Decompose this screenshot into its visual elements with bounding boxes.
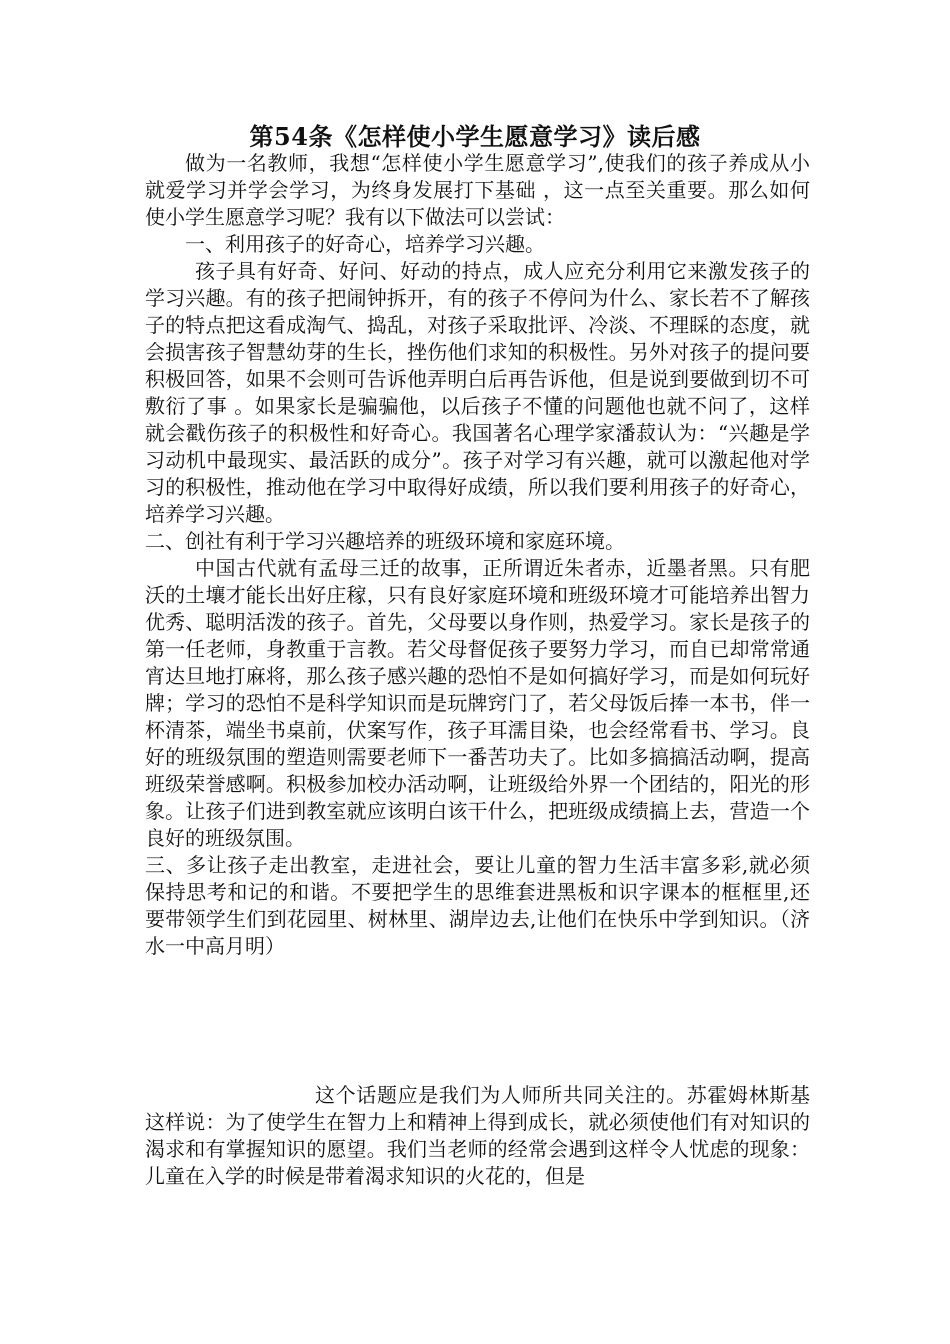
- document-title: 第54条《怎样使小学生愿意学习》读后感: [249, 122, 701, 151]
- heading-section-1: 一、利用孩子的好奇心，培养学习兴趣。: [185, 232, 545, 256]
- paragraph-tail: 这个话题应是我们为人师所共同关注的。苏霍姆林斯基这样说：为了使学生在智力上和精神上得到成长，就必须使他们有对知识的渴求和有掌握知识的愿望。我们当老师的经常会遇到这样令人忧虑的现象：儿童在入学的时候是带着渴求知识的火花的，但是: [145, 1083, 810, 1188]
- heading-section-2: 二、创社有利于学习兴趣培养的班级环境和家庭环境。: [145, 529, 625, 553]
- paragraph-section-3: 三、多让孩子走出教室，走进社会，要让儿童的智力生活丰富多彩,就必须保持思考和记的和谐。不要把学生的思维套进黑板和识字课本的框框里,还要带领学生们到花园里、树林里、湖岸边去,让他们在快乐中学到知识。（济水一中高月明）: [145, 853, 810, 958]
- document-body: [145, 150, 810, 960]
- paragraph-intro: 做为一名教师，我想“怎样使小学生愿意学习”,使我们的孩子养成从小就爱学习并学会学习，为终身发展打下基础 ，这一点至关重要。那么如何使小学生愿意学习呢？我有以下做法可以尝试：: [145, 151, 810, 229]
- paragraph-section-1: 孩子具有好奇、好问、好动的持点，成人应充分利用它来激发孩子的学习兴趣。有的孩子把闹钟拆开，有的孩子不停问为什么、家长若不了解孩子的特点把这看成淘气、捣乱，对孩子采取批评、冷淡、不理睬的态度，就会损害孩子智慧幼芽的生长，挫伤他们求知的积极性。另外对孩子的提问要积极回答，如果不会则可告诉他弄明白后再告诉他，但是说到要做到切不可敷衍了事 。如果家长是骗骗他，以后孩子不懂的问题他也就不问了，这样就会戳伤孩子的积极性和好奇心。我国著名心理学家潘菽认为：“兴趣是学习动机中最现实、最活跃的成分”。孩子对学习有兴趣，就可以激起他对学习的积极性，推动他在学习中取得好成绩，所以我们要利用孩子的好奇心，培养学习兴趣。: [145, 259, 810, 526]
- paragraph-section-2: 中国古代就有孟母三迁的故事，正所谓近朱者赤，近墨者黑。只有肥沃的土壤才能长出好庄稼，只有良好家庭环境和班级环境才可能培养出智力优秀、聪明活泼的孩子。首先，父母要以身作则，热爱学习。家长是孩子的第一任老师，身教重于言教。若父母督促孩子要努力学习，而自已却常常通宵达旦地打麻将，那么孩子感兴趣的恐怕不是如何搞好学习，而是如何玩好牌；学习的恐怕不是科学知识而是玩牌窍门了，若父母饭后捧一本书，伴一杯清茶，端坐书桌前，伏案写作，孩子耳濡目染，也会经常看书、学习。良好的班级氛围的塑造则需要老师下一番苦功夫了。比如多搞搞活动啊，提高班级荣誉感啊。积极参加校办活动啊，让班级给外界一个团结的，阳光的形象。让孩子们进到教室就应该明白该干什么，把班级成绩搞上去，营造一个良好的班级氛围。: [145, 556, 810, 850]
- document-tail: [145, 1082, 810, 1190]
